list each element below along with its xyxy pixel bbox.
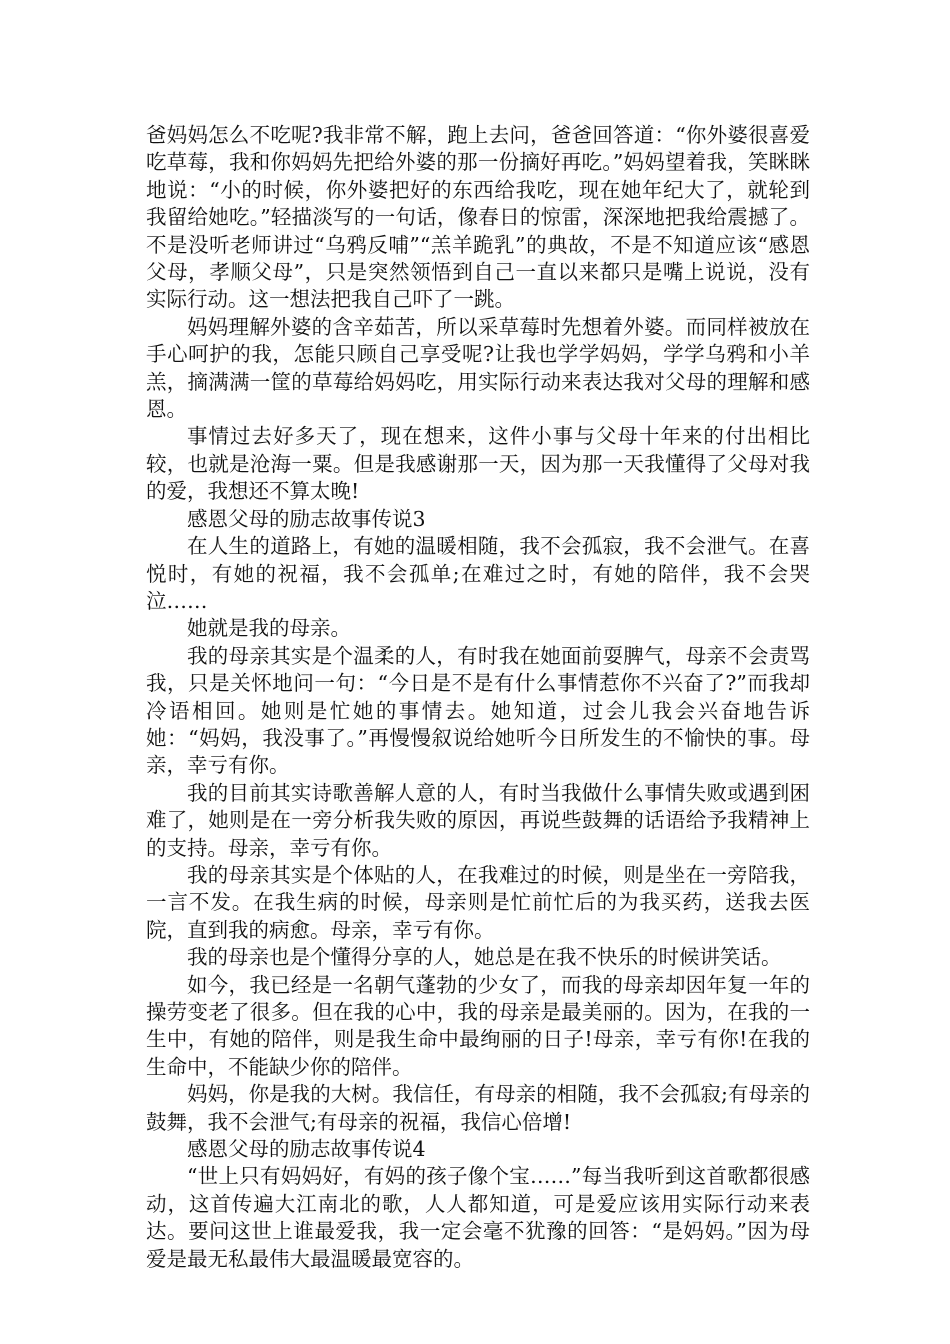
paragraph-8: 我的母亲其实是个体贴的人，在我难过的时候，则是坐在一旁陪我，一言不发。在我生病的时候，母亲则是忙前忙后的为我买药，送我去医院，直到我的病愈。母亲，幸亏有你。 (146, 862, 810, 942)
paragraph-10: 如今，我已经是一名朝气蓬勃的少女了，而我的母亲却因年复一年的操劳变老了很多。但在我的心中，我的母亲是最美丽的。因为，在我的一生中，有她的陪伴，则是我生命中最绚丽的日子!母亲，幸亏有你!在我的生命中，不能缺少你的陪伴。 (146, 972, 810, 1079)
document-body (146, 122, 810, 1273)
section-heading-4: 感恩父母的励志故事传说4 (187, 1137, 426, 1162)
paragraph-3: 事情过去好多天了，现在想来，这件小事与父母十年来的付出相比较，也就是沧海一粟。但是我感谢那一天，因为那一天我懂得了父母对我的爱，我想还不算太晚! (146, 424, 810, 504)
paragraph-9: 我的母亲也是个懂得分享的人，她总是在我不快乐的时候讲笑话。 (187, 945, 782, 970)
paragraph-1: 爸妈妈怎么不吃呢?我非常不解，跑上去问，爸爸回答道：“你外婆很喜爱吃草莓，我和你妈妈先把给外婆的那一份摘好再吃。”妈妈望着我，笑眯眯地说：“小的时候，你外婆把好的东西给我吃，现在她年纪大了，就轮到我留给她吃。”轻描淡写的一句话，像春日的惊雷，深深地把我给震撼了。不是没听老师讲过“乌鸦反哺”“羔羊跪乳”的典故，不是不知道应该“感恩父母，孝顺父母”，只是突然领悟到自己一直以来都只是嘴上说说，没有实际行动。这一想法把我自己吓了一跳。 (146, 123, 810, 312)
paragraph-6: 我的母亲其实是个温柔的人，有时我在她面前耍脾气，母亲不会责骂我，只是关怀地问一句：“今日是不是有什么事情惹你不兴奋了?”而我却冷语相回。她则是忙她的事情去。她知道，过会儿我会兴奋地告诉她：“妈妈，我没事了。”再慢慢叙说给她听今日所发生的不愉快的事。母亲，幸亏有你。 (146, 643, 810, 778)
paragraph-2: 妈妈理解外婆的含辛茹苦，所以采草莓时先想着外婆。而同样被放在手心呵护的我，怎能只顾自己享受呢?让我也学学妈妈，学学乌鸦和小羊羔，摘满满一筐的草莓给妈妈吃，用实际行动来表达我对父母的理解和感恩。 (146, 314, 810, 422)
paragraph-5: 她就是我的母亲。 (187, 616, 351, 641)
paragraph-7: 我的目前其实诗歌善解人意的人，有时当我做什么事情失败或遇到困难了，她则是在一旁分析我失败的原因，再说些鼓舞的话语给予我精神上的支持。母亲，幸亏有你。 (146, 780, 810, 860)
paragraph-4: 在人生的道路上，有她的温暖相随，我不会孤寂，我不会泄气。在喜悦时，有她的祝福，我不会孤单;在难过之时，有她的陪伴，我不会哭泣…… (146, 534, 810, 613)
paragraph-12: “世上只有妈妈好，有妈的孩子像个宝……”每当我听到这首歌都很感动，这首传遍大江南北的歌，人人都知道，可是爱应该用实际行动来表达。要问这世上谁最爱我，我一定会毫不犹豫的回答：“是妈妈。”因为母爱是最无私最伟大最温暖最宽容的。 (146, 1164, 810, 1271)
section-heading-3: 感恩父母的励志故事传说3 (187, 506, 426, 531)
paragraph-11: 妈妈，你是我的大树。我信任，有母亲的相随，我不会孤寂;有母亲的鼓舞，我不会泄气;有母亲的祝福，我信心倍增! (146, 1082, 810, 1134)
